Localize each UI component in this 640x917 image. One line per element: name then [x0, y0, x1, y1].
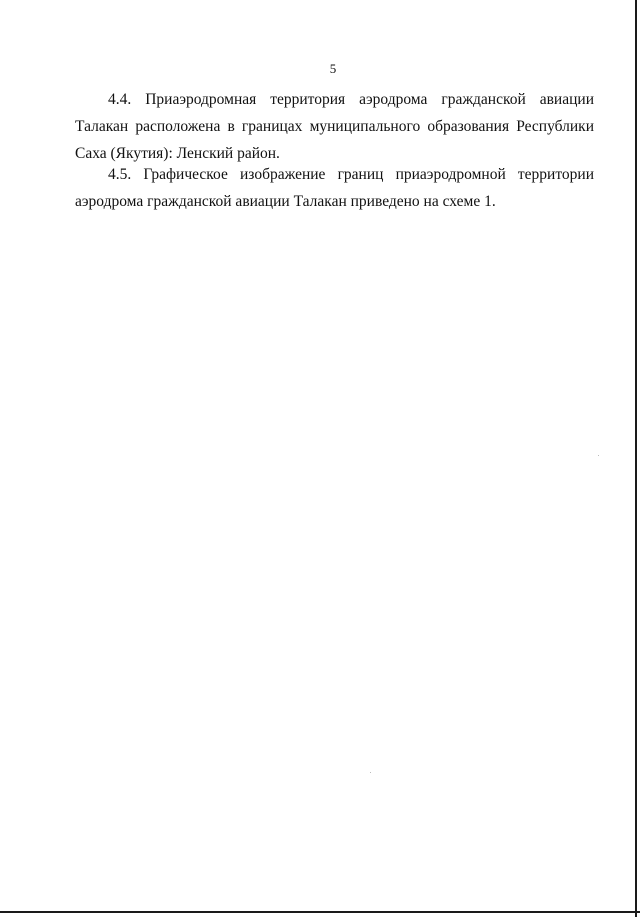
scan-speck: [598, 455, 599, 456]
scan-border-bottom: [0, 911, 640, 913]
scan-speck: [370, 772, 371, 773]
paragraph-4-4: 4.4. Приаэродромная территория аэродрома гражданской авиации Талакан расположена в границах муниципального образования Республики Саха (Якутия): Ленский район.: [75, 91, 594, 162]
scan-border-right: [635, 0, 637, 917]
paragraph-4-5: 4.5. Графическое изображение границ приаэродромной территории аэродрома гражданской авиации Талакан приведено на схеме 1.: [75, 166, 594, 210]
page-number: 5: [329, 61, 337, 76]
